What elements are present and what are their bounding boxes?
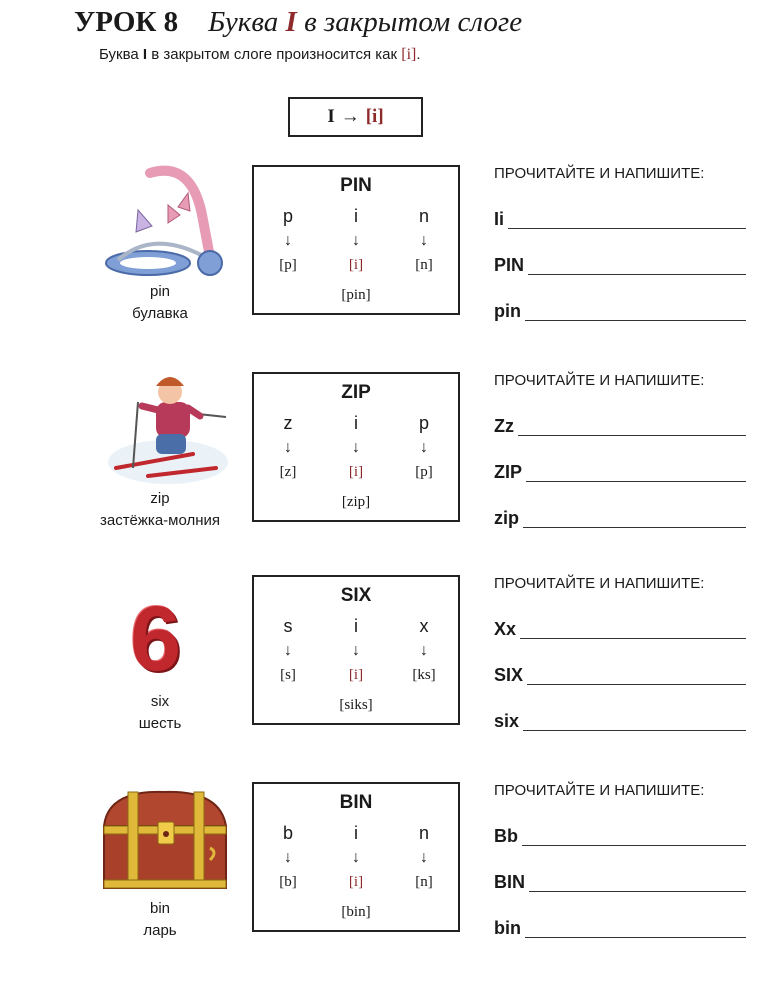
letter-column: s ↓ [s] xyxy=(268,615,308,685)
writing-line[interactable]: SIX xyxy=(494,659,746,685)
lesson-title xyxy=(74,4,522,40)
word-transcription: [bin] xyxy=(341,904,371,920)
safety-pin-picture xyxy=(98,165,238,285)
lesson-row-bin xyxy=(0,782,768,982)
writing-line[interactable]: zip xyxy=(494,502,746,528)
letter-column: n ↓ [n] xyxy=(404,822,444,892)
word-transcription: [siks] xyxy=(339,697,373,713)
arrow-down-icon: ↓ xyxy=(284,232,292,249)
writing-line[interactable]: Xx xyxy=(494,613,746,639)
word-breakdown-box xyxy=(252,165,460,315)
picture-caption-en: zip xyxy=(150,490,170,507)
picture-caption-ru: ларь xyxy=(143,922,177,939)
arrow-down-icon: ↓ xyxy=(352,642,360,659)
practice-instruction: ПРОЧИТАЙТЕ И НАПИШИТЕ: xyxy=(494,782,705,799)
arrow-down-icon: ↓ xyxy=(284,642,292,659)
word-transcription: [zip] xyxy=(341,494,371,510)
letter-column: n ↓ [n] xyxy=(404,205,444,275)
letter-column: i ↓ [i] xyxy=(336,205,376,275)
number-six-picture: 6 xyxy=(130,588,182,690)
letter-column: p ↓ [p] xyxy=(404,412,444,482)
letter-column: i ↓ [i] xyxy=(336,412,376,482)
arrow-down-icon: ↓ xyxy=(420,439,428,456)
letter-column: i ↓ [i] xyxy=(336,822,376,892)
word-breakdown-box xyxy=(252,782,460,932)
letter-column: p ↓ [p] xyxy=(268,205,308,275)
rule-box: I → [i] xyxy=(288,97,423,137)
word-heading: ZIP xyxy=(341,382,371,403)
picture-caption-ru: застёжка-молния xyxy=(99,512,221,529)
lesson-row-six xyxy=(0,575,768,775)
lesson-row-pin xyxy=(0,165,768,365)
writing-line[interactable]: Ii xyxy=(494,203,746,229)
arrow-down-icon: ↓ xyxy=(420,232,428,249)
letter-column: b ↓ [b] xyxy=(268,822,308,892)
practice-instruction: ПРОЧИТАЙТЕ И НАПИШИТЕ: xyxy=(494,165,705,182)
topic-letter: I xyxy=(285,6,297,38)
writing-line[interactable]: pin xyxy=(494,295,746,321)
word-heading: SIX xyxy=(340,585,372,606)
lesson-number: УРОК 8 xyxy=(74,6,179,38)
word-breakdown-box xyxy=(252,575,460,725)
arrow-down-icon: ↓ xyxy=(284,849,292,866)
picture-caption-ru: шесть xyxy=(138,715,182,732)
treasure-chest-picture xyxy=(98,782,238,902)
picture-caption-ru: булавка xyxy=(132,305,188,322)
lesson-topic: Буква I в закрытом слоге xyxy=(208,6,523,38)
writing-line[interactable]: ZIP xyxy=(494,456,746,482)
picture-caption-en: pin xyxy=(149,283,171,300)
practice-instruction: ПРОЧИТАЙТЕ И НАПИШИТЕ: xyxy=(494,575,705,592)
word-breakdown-box xyxy=(252,372,460,522)
writing-line[interactable]: BIN xyxy=(494,866,746,892)
letter-column: z ↓ [z] xyxy=(268,412,308,482)
intro-text: Буква I в закрытом слоге произносится как [i]. xyxy=(99,46,421,63)
arrow-down-icon: ↓ xyxy=(420,642,428,659)
skier-picture xyxy=(98,372,238,492)
arrow-down-icon: ↓ xyxy=(352,849,360,866)
writing-line[interactable]: PIN xyxy=(494,249,746,275)
arrow-down-icon: ↓ xyxy=(352,232,360,249)
practice-instruction: ПРОЧИТАЙТЕ И НАПИШИТЕ: xyxy=(494,372,705,389)
lesson-row-zip xyxy=(0,372,768,572)
writing-line[interactable]: six xyxy=(494,705,746,731)
writing-line[interactable]: Bb xyxy=(494,820,746,846)
arrow-down-icon: ↓ xyxy=(284,439,292,456)
letter-column: x ↓ [ks] xyxy=(404,615,444,685)
word-heading: PIN xyxy=(340,175,372,196)
picture-caption-en: bin xyxy=(149,900,171,917)
picture-caption-en: six xyxy=(150,693,170,710)
letter-column: i ↓ [i] xyxy=(336,615,376,685)
arrow-down-icon: ↓ xyxy=(352,439,360,456)
word-transcription: [pin] xyxy=(341,287,371,303)
writing-line[interactable]: bin xyxy=(494,912,746,938)
writing-line[interactable]: Zz xyxy=(494,410,746,436)
word-heading: BIN xyxy=(339,792,373,813)
arrow-down-icon: ↓ xyxy=(420,849,428,866)
